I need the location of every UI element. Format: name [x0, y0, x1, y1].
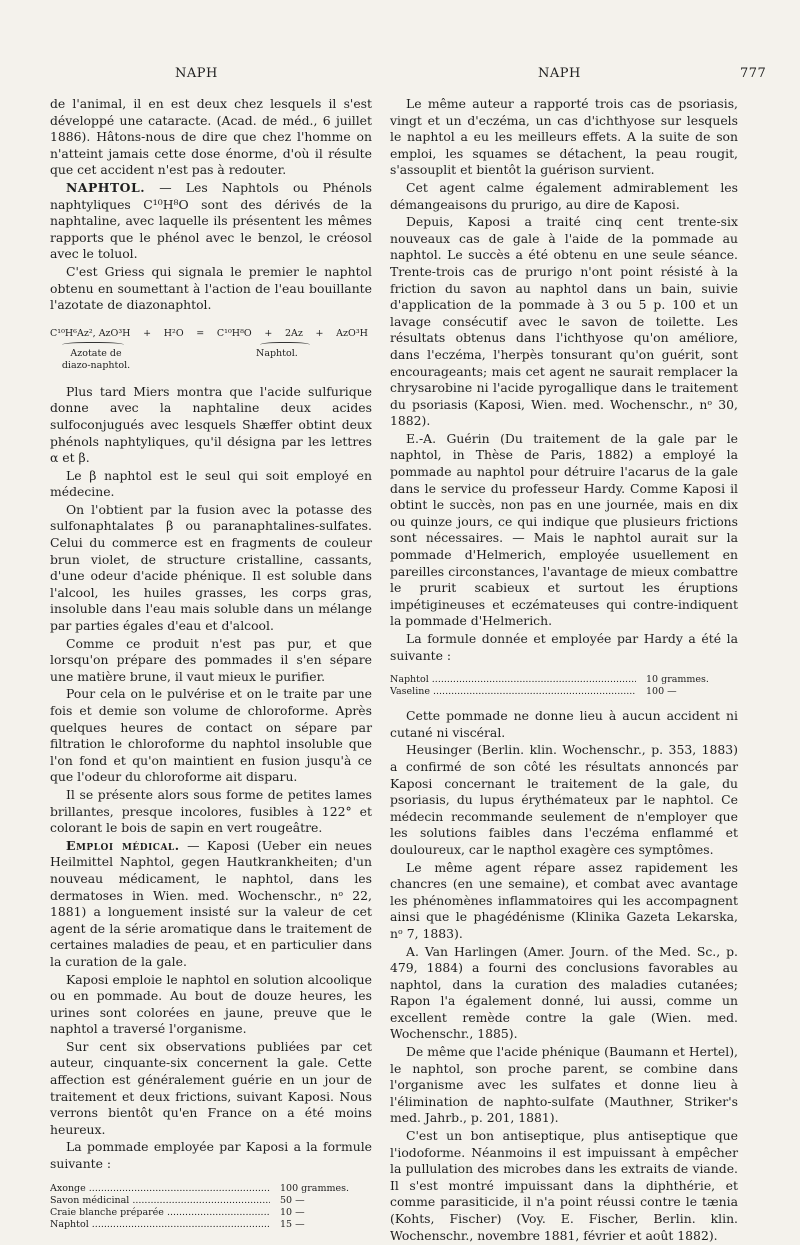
- paragraph: La pommade employée par Kaposi a la formule suivante :: [50, 1139, 372, 1172]
- formula-row: [50, 1183, 372, 1195]
- running-head-left: NAPH: [175, 66, 218, 81]
- formula-row: [390, 674, 738, 686]
- quantity: 15 —: [280, 1218, 305, 1230]
- eq-label: Naphtol.: [256, 347, 298, 359]
- eq-op: +: [315, 327, 324, 339]
- paragraph: E.-A. Guérin (Du traitement de la gale par le naphtol, in Thèse de Paris, 1882) a employé la pommade au naphtol pour détruire l'acarus de la gale dans le service du professeur Hardy. Comme Kaposi il obtint le succès, non pas en une journée, mais en dix ou quinze jours, ce qui indique que plusieurs frictions sont nécessaires. — Mais le naphtol aurait sur la pommade d'Helmerich, employée usuellement en pareilles circonstances, l'avantage de mieux combattre le prurit scabieux et surtout les éruptions impétigineuses et eczémateuses qui contre-indiquent la pommade d'Helmerich.: [390, 430, 738, 629]
- paragraph: Plus tard Miers montra que l'acide sulfurique donne avec la naphtaline deux acides sulfoconjugués avec lesquels Shæffer obtint deux phénols naphtyliques, qu'il désigna par les lettres α et β.: [50, 383, 372, 466]
- formula-row: [390, 686, 738, 698]
- paragraph-text: — Kaposi (Ueber ein neues Heilmittel Naphtol, gegen Hautkrankheiten; d'un nouveau médicament, le naphtol, dans les dermatoses in Wien. med. Wochenschr., nᵒ 22, 1881) a longuement insisté sur la valeur de cet agent de la série aromatique dans le traitement de certaines maladies de peau, et en particulier dans la curation de la gale.: [50, 837, 372, 969]
- paragraph: Kaposi emploie le naphtol en solution alcoolique ou en pommade. Au bout de douze heures, les urines sont colorées en jaune, preuve que le naphtol a traversé l'organisme.: [50, 971, 372, 1037]
- quantity: 100 grammes.: [280, 1182, 349, 1194]
- section-heading: NAPHTOL.: [66, 179, 146, 195]
- quantity: 50 —: [280, 1194, 305, 1206]
- eq-op: =: [196, 327, 205, 339]
- paragraph: C'est Griess qui signala le premier le naphtol obtenu en soumettant à l'action de l'eau bouillante l'azotate de diazonaphtol.: [50, 263, 372, 313]
- page-number: 777: [740, 66, 767, 81]
- section-heading: Emploi médical.: [66, 837, 180, 853]
- quantity: 10 —: [280, 1206, 305, 1218]
- quantity: 100 —: [646, 686, 677, 698]
- ingredient: Naphtol .....: [50, 1219, 270, 1231]
- paragraph: de l'animal, il en est deux chez lesquels il s'est développé une cataracte. (Acad. de méd., 6 juillet 1886). Hâtons-nous de dire que chez l'homme on n'atteint jamais cette dose énorme, d'où il résulte que cet accident n'est pas à redouter.: [50, 96, 372, 178]
- paragraph: Le même agent répare assez rapidement les chancres (en une semaine), et combat avec avantage les phénomènes inflammatoires qui les accompagnent ainsi que le phagédénisme (Klinika Gazeta Lekarska, nᵒ 7, 1883).: [390, 859, 738, 941]
- eq-term: AzO³H: [336, 327, 368, 339]
- eq-label: Azotate de diazo-naphtol.: [61, 347, 131, 371]
- ingredient: Craie blanche préparée .....: [50, 1207, 270, 1219]
- paragraph: Depuis, Kaposi a traité cinq cent trente-six nouveaux cas de gale à l'aide de la pommade au naphtol. Le succès a été obtenu en une seule séance. Trente-trois cas de prurigo n'ont point résisté à la friction du savon au naphtol dans un bain, suivie d'application de la pommade à 3 ou 5 p. 100 et un lavage consécutif avec le savon de toilette. Les résultats obtenus dans l'ichthyose qu'on améliore, dans l'eczéma, l'herpès tonsurant qu'on guérit, sont encourageants; mais cet agent ne saurait remplacer la chrysarobine ni l'acide pyrogallique dans le traitement du psoriasis (Kaposi, Wien. med. Wochenschr., nᵒ 30, 1882).: [390, 214, 738, 429]
- ingredient: Vaseline .....: [390, 686, 636, 698]
- paragraph: Comme ce produit n'est pas pur, et que lorsqu'on prépare des pommades il s'en sépare une matière brune, il vaut mieux le purifier.: [50, 635, 372, 684]
- eq-term: C¹⁰H⁶Az², AzO³H: [50, 327, 131, 339]
- paragraph: Sur cent six observations publiées par cet auteur, cinquante-six concernent la gale. Cette affection est généralement guérie en un jour de traitement et deux frictions, suivant Kaposi. Nous verrons bientôt qu'en France on a été moins heureux.: [50, 1038, 372, 1137]
- left-column: [50, 96, 372, 1241]
- paragraph: Il se présente alors sous forme de petites lames brillantes, presque incolores, fusibles à 122° et colorant le bois de sapin en vert rougeâtre.: [50, 786, 372, 836]
- paragraph: C'est un bon antiseptique, plus antiseptique que l'iodoforme. Néanmoins il est impuissant à empêcher la pullulation des microbes dans les extraits de viande. Il s'est montré impuissant dans la diphthérie, et comme parasiticide, il n'a point réussi contre le tænia (Kohts, Fischer) (Voy. E. Fischer, Berlin. klin. Wochenschr., novembre 1881, février et août 1882).: [390, 1128, 738, 1243]
- paragraph: Cet agent calme également admirablement les démangeaisons du prurigo, au dire de Kaposi.: [390, 179, 738, 212]
- formula-row: [50, 1207, 372, 1219]
- eq-term: H²O: [163, 327, 184, 339]
- eq-term: C¹⁰H⁸O: [216, 327, 252, 339]
- paragraph: Pour cela on le pulvérise et on le traite par une fois et demie son volume de chloroforme. Après quelques heures de contact on sépare par filtration le chloroforme du naphtol insoluble que l'on fond et qu'on maintient en fusion jusqu'à ce que l'odeur du chloroforme ait disparu.: [50, 686, 372, 785]
- eq-term: 2Az: [284, 327, 303, 339]
- eq-op: +: [264, 327, 273, 339]
- ingredient: Savon médicinal .....: [50, 1195, 270, 1207]
- quantity: 10 grammes.: [646, 674, 709, 686]
- paragraph: Le β naphtol est le seul qui soit employé en médecine.: [50, 467, 372, 500]
- paragraph: On l'obtient par la fusion avec la potasse des sulfonaphtalates β ou paranaphtalines-sulfates. Celui du commerce est en fragments de couleur brun violet, de structure cristalline, cassants, d'une odeur d'acide phénique. Il est soluble dans l'alcool, les huiles grasses, les corps gras, insoluble dans l'eau mais soluble dans un mélange par parties égales d'eau et d'alcool.: [50, 501, 372, 634]
- paragraph: Heusinger (Berlin. klin. Wochenschr., p. 353, 1883) a confirmé de son côté les résultats annoncés par Kaposi concernant le traitement de la gale, du psoriasis, du lupus érythémateux par le naphtol. Ce médecin recommande seulement de n'employer que les solutions faibles dans l'eczéma enflammé et douloureux, car le napthol exagère ces symptômes.: [390, 742, 738, 857]
- eq-op: +: [143, 327, 152, 339]
- ingredient: Naphtol .....: [390, 674, 636, 686]
- formula-row: [50, 1195, 372, 1207]
- paragraph: La formule donnée et employée par Hardy a été la suivante :: [390, 631, 738, 663]
- paragraph: A. Van Harlingen (Amer. Journ. of the Med. Sc., p. 479, 1884) a fourni des conclusions favorables au naphtol, dans la curation des maladies cutanées; Rapon l'a également donné, lui aussi, comme un excellent remède contre la gale (Wien. med. Wochenschr., 1885).: [390, 943, 738, 1042]
- right-column: [390, 96, 738, 1245]
- paragraph: Le même auteur a rapporté trois cas de psoriasis, vingt et un d'eczéma, un cas d'ichthyose sur lesquels le naphtol a eu les meilleurs effets. A la suite de son emploi, les squames se détachent, la peau rougit, s'assouplit et bientôt la guérison survient.: [390, 96, 738, 178]
- paragraph: Cette pommade ne donne lieu à aucun accident ni cutané ni viscéral.: [390, 708, 738, 740]
- paragraph: De même que l'acide phénique (Baumann et Hertel), le naphtol, son proche parent, se combine dans l'organisme avec les sulfates et donne lieu à l'élimination de naphto-sulfate (Mauthner, Striker's med. Jahrb., p. 201, 1881).: [390, 1044, 738, 1126]
- formula-row: [50, 1219, 372, 1231]
- paragraph-text: — Les Naphtols ou Phénols naphtyliques C¹⁰H⁸O sont des dérivés de la naphtaline, avec laquelle ils présentent les mêmes rapports que le phénol avec le benzol, le créosol avec le toluol.: [50, 179, 372, 262]
- chemical-equation: [50, 328, 372, 370]
- paragraph-medical-use: [50, 838, 372, 971]
- hardy-formula: [390, 674, 738, 698]
- ingredient: Axonge .....: [50, 1183, 270, 1195]
- running-head-right: NAPH: [538, 66, 581, 81]
- paragraph-naphtol-intro: [50, 180, 372, 263]
- kaposi-formula: [50, 1183, 372, 1231]
